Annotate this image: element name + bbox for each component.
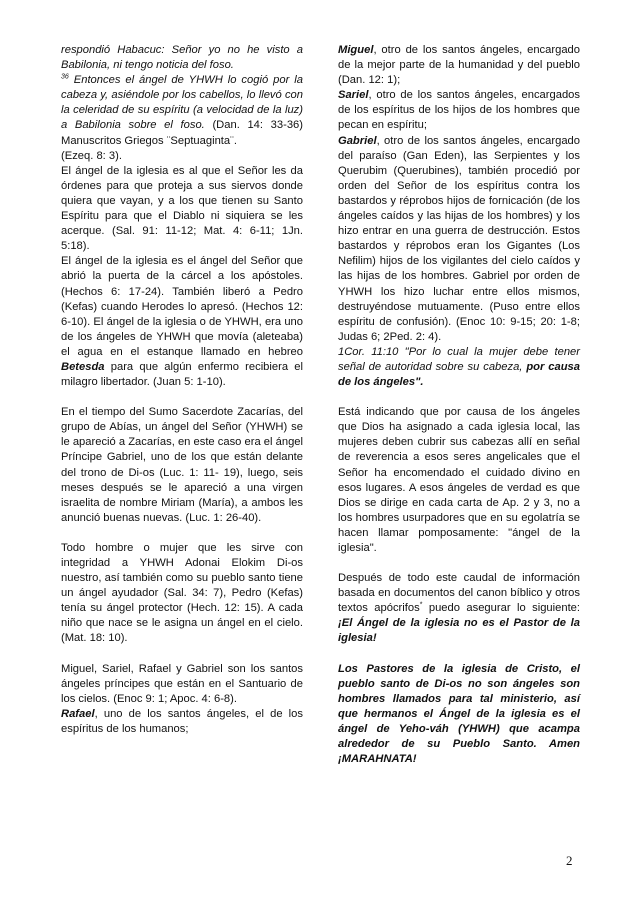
- corinthians-quote-text: 1Cor. 11:10 "Por lo cual la mujer debe tener señal de autoridad sobre su cabeza,: [338, 345, 580, 373]
- miguel-text: , otro de los santos ángeles, encargado de la mejor parte de la humanidad y del pueblo (Dan. 12: 1);: [338, 44, 580, 87]
- angel-protects-paragraph: El ángel de la iglesia es al que el Señor les da órdenes para que proteja a sus siervos donde quiera que vayan, y a los que tienen su Santo Espíritu para que el Diablo ni siquiera se les acerque. (Sal. 91: 11-12; Mat. 4: 6-11; 1Jn. 5:18).: [61, 164, 303, 253]
- miguel-paragraph: [338, 43, 580, 88]
- right-column: [338, 43, 580, 767]
- miguel-name: Miguel: [338, 44, 374, 56]
- angel-opened-door-paragraph: [61, 254, 303, 390]
- conclusion-text-continued: puedo asegurar lo siguiente:: [422, 602, 581, 615]
- women-cover-paragraph: Está indicando que por causa de los ángeles que Dios ha asignado a cada iglesia local, las mujeres deben cubrir sus cabezas allí en señal de reverencia a esos seres angelicales que el Señor ha encomendado el cuidado divino en esos lugares. A esos ángeles de verdad es que Dios se dirige en cada carta de Ap. 2 y 3, no a los hombres usurpadores que en su egolatría se hacen llamar pomposamente: "ángel de la iglesia".: [338, 406, 580, 554]
- angel-opened-door-end: para que algún enfermo recibiera el milagro libertador. (Juan 5: 1-10).: [61, 360, 303, 389]
- betesda-term: Betesda: [61, 360, 105, 373]
- conclusion-text: Después de todo este caudal de información basada en documentos del canon bíblico y otros textos apócrifos: [338, 572, 580, 615]
- habacuc-reference: (Dan. 14: 33-36) Manuscritos Griegos ¨Septuaginta¨.: [61, 119, 303, 147]
- conclusion-emphasis: ¡El Ángel de la iglesia no es el Pastor de la iglesia!: [338, 617, 580, 645]
- rafael-paragraph: [61, 707, 303, 737]
- angel-opened-door-text: El ángel de la iglesia es el ángel del Señor que abrió la puerta de la cárcel a los apóstoles. (Hechos 6: 17-24). También liberó a Pedro (Kefas) cuando Herodes lo apresó. (Hechos 12: 6-10). El ángel de la iglesia o de YHWH, era uno de los ángeles de YHWH que movía (aleteaba) el agua en el estanque llamado en hebreo: [61, 255, 303, 358]
- gabriel-name: Gabriel: [338, 134, 377, 147]
- gabriel-text: , otro de los santos ángeles, encargado del paraíso (Gan Eden), las Serpientes y los Querubim (Querubines), también procedió por orden del Señor de los espíritus contra los bastardos y réprobos hijos de fornicación (de los ángeles caídos y las hijas de los hombres) y los hizo entrar en una guerra de destrucción. Estos bastardos y réprobos eran los Gigantes (Los Nefilim) hijos de los vigilantes del cielo caídos y las hijas de los hombres. Gabriel por orden de YHWH los hizo luchar entre ellos mismos, destruyéndose mutuamente. (Puso entre ellos espíritu de confusión). (Enoc 10: 9-15; 20: 1-8; Judas 6; 2Ped. 2: 4).: [338, 134, 580, 343]
- rafael-name: Rafael: [61, 707, 95, 720]
- guardian-angel-paragraph: Todo hombre o mujer que les sirve con integridad a YHWH Adonai Elokim Di-os nuestro, así también como su pueblo santo tiene un ángel ayudador (Sal. 34: 7), Pedro (Kefas) tenía su ángel protector (Hech. 12: 15). A cada niño que nace se le asigna un ángel en el cielo. (Mat. 18: 10).: [61, 541, 303, 645]
- page-number: 2: [566, 853, 573, 868]
- left-column: [61, 43, 303, 737]
- sariel-paragraph: [338, 88, 580, 133]
- sariel-name: Sariel: [338, 89, 369, 102]
- habacuc-quote-continuation: Entonces el ángel de YHWH lo cogió por la cabeza y, asiéndole por los cabellos, lo llevó con la celeridad de su espíritu (a velocidad de la luz) a Babilonia sobre el foso.: [61, 74, 303, 132]
- conclusion-paragraph: [338, 571, 580, 646]
- zacarias-paragraph: En el tiempo del Sumo Sacerdote Zacarías, del grupo de Abías, un ángel del Señor (YHWH) se le apareció a Zacarías, en este caso era el ángel Príncipe Gabriel, uno de los que están delante del trono de Di-os (Luc. 1: 11- 19), luego, seis meses después se le apareció a una virgen israelita de nombre Miriam (María), a ambos les anunció buenas nuevas. (Luc. 1: 26-40).: [61, 406, 303, 524]
- gabriel-paragraph: [338, 134, 580, 345]
- habacuc-paragraph: [61, 43, 303, 164]
- verse-number: 36: [61, 73, 69, 81]
- corinthians-quote: [338, 345, 580, 390]
- habacuc-quote-text: respondió Habacuc: Señor yo no he visto a Babilonia, ni tengo noticia del foso.: [61, 44, 303, 72]
- rafael-text: , uno de los santos ángeles, el de los espíritus de los humanos;: [61, 707, 303, 735]
- corinthians-quote-emphasis: por causa de los ángeles".: [338, 360, 580, 389]
- archangels-paragraph: Miguel, Sariel, Rafael y Gabriel son los santos ángeles príncipes que están en el Santuario de los cielos. (Enoc 9: 1; Apoc. 4: 6-8).: [61, 662, 303, 705]
- pastors-paragraph: Los Pastores de la iglesia de Cristo, el pueblo santo de Di-os no son ángeles son hombres llamados para tal ministerio, así que hermanos el Ángel de la iglesia es el ángel de Yeho-váh (YHWH) que acampa alrededor de su Pueblo Santo. Amen ¡MARAHNATA!: [338, 662, 580, 766]
- ezeq-reference: (Ezeq. 8: 3).: [61, 149, 122, 162]
- sariel-text: , otro de los santos ángeles, encargados de los espíritus de los hijos de los hombres que pecan en espíritu;: [338, 89, 580, 132]
- footnote-marker: *: [419, 601, 423, 609]
